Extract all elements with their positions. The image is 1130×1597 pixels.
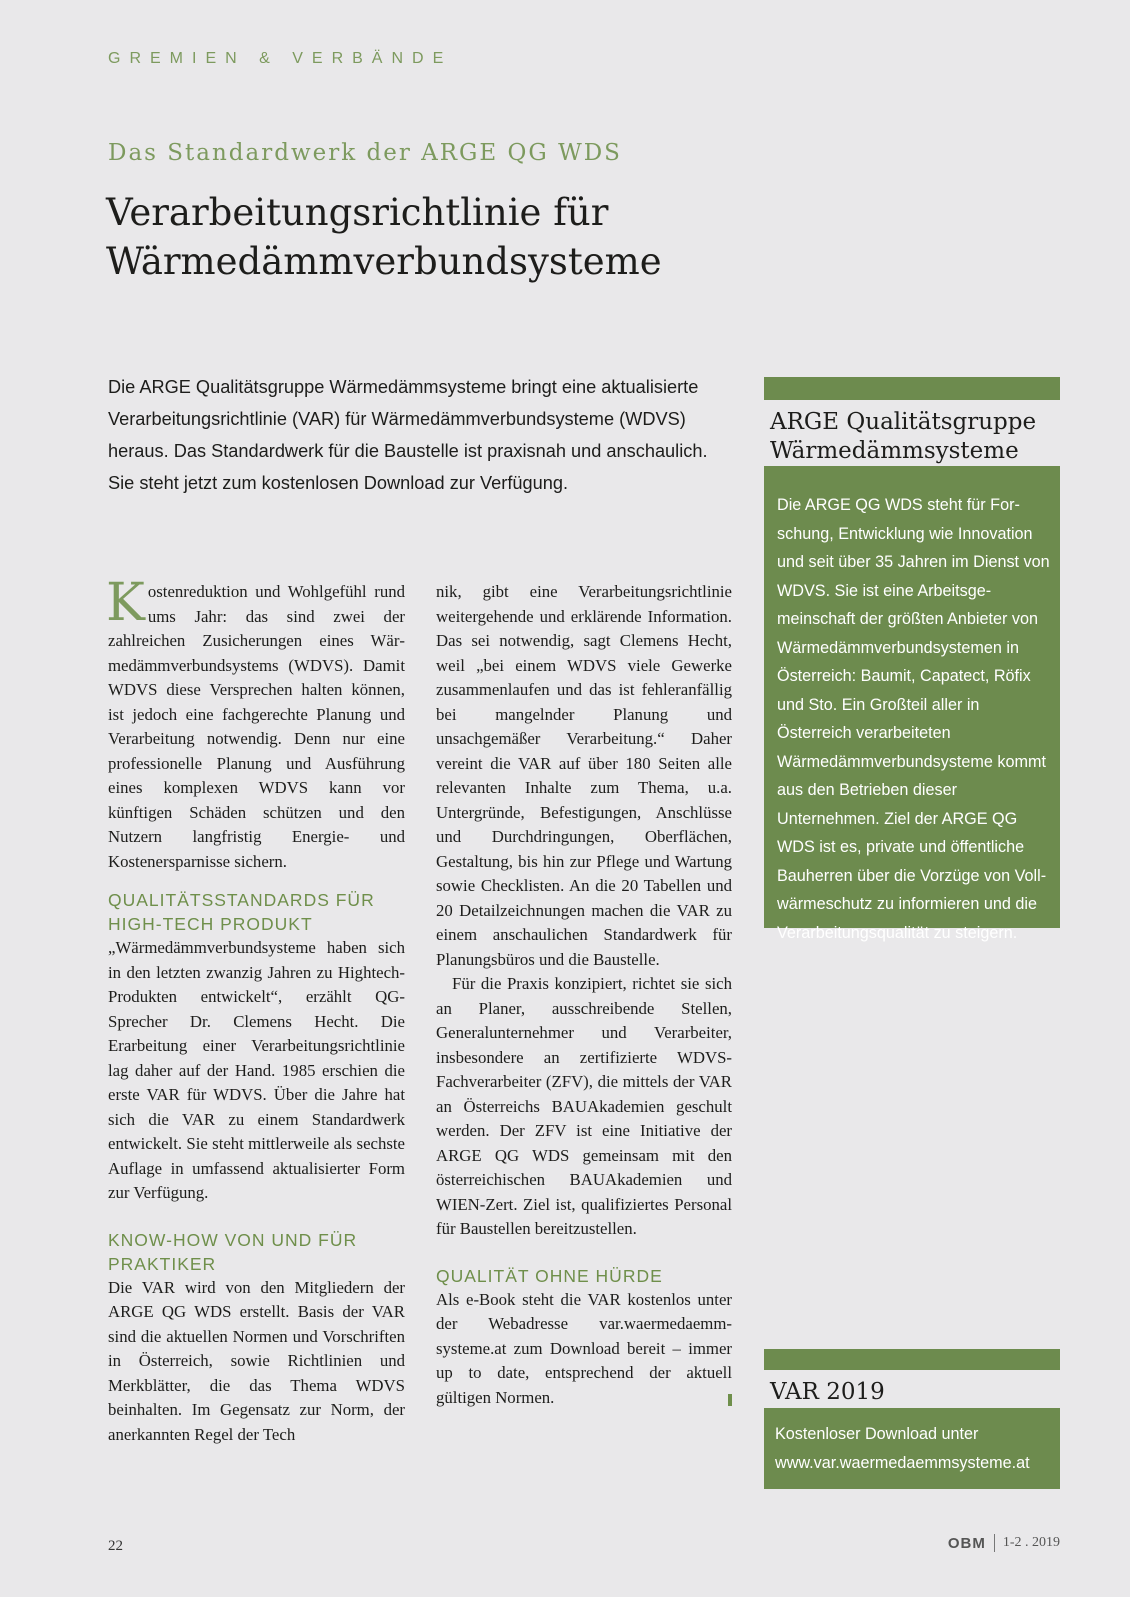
paragraph-1-text: ostenreduktion und Wohlgefühl rund ums Jahr: das sind zwei der zahlreichen Zusicherungen eines Wärmedämmverbundsystems (WDVS). Damit WDVS diese Versprechen halten können, ist jedoch eine fachgerechte Planung und Verarbeitung notwendig. Denn nur eine professionelle Planung und Ausführung eines komplexen WDVS kann vor künftigen Schäden schützen und den Nutzern langfristig Energie- und Kostenersparnisse sichern. bbox=[108, 582, 405, 871]
section-kicker: GREMIEN & VERBÄNDE bbox=[108, 50, 453, 67]
paragraph-5-text: Als e-Book steht die VAR kostenlos unter der Webadresse var.waermedaemmsysteme.at zum Download bereit – immer up to date, entsprechend der aktuell gültigen Normen. bbox=[436, 1289, 732, 1407]
body-paragraph-4: Für die Praxis konzipiert, richtet sie sich an Planer, ausschreibende Stellen, Generalunternehmer und Verarbeiter, insbesondere an zertifizierte WDVS-Fachverarbeiter (ZFV), die mittels der VAR an Österreichs BAUAkademien geschult werden. Der ZFV ist eine Initiative der ARGE QG WDS gemeinsam mit den österreichischen BAUAkademien und WIEN-Zert. Ziel ist, qualifiziertes Personal für Baustellen bereitzustellen. bbox=[436, 974, 732, 1238]
sidebar-1-title bbox=[770, 408, 1060, 466]
end-mark-icon bbox=[728, 1394, 732, 1406]
footer-issue-info bbox=[948, 1534, 1060, 1552]
body-paragraph-2: „Wärmedämmverbundsysteme haben sich in den letzten zwanzig Jahren zu Hightech-Produkten entwickelt“, erzählt QG-Sprecher Dr. Clemens Hecht. Die Erarbeitung einer Verarbeitungsrichtlinie lag daher auf der Hand. 1985 erschien die erste VAR für WDVS. Über die Jahre hat sich die VAR zu einem Standardwerk entwickelt. Sie steht mittlerweile als sechste Auflage in umfassend aktualisierter Form zur Verfügung. bbox=[108, 938, 405, 1202]
subheading-2: KNOW-HOW VON UND FÜR PRAKTIKER bbox=[108, 1229, 358, 1274]
body-column-1 bbox=[106, 573, 405, 1447]
lead-paragraph: Die ARGE Qualitätsgruppe Wärmedämmsysteme bringt eine aktualisierte Verarbeitungsrichtlinie (VAR) für Wärmedämmverbundsysteme (WDVS) heraus. Das Standardwerk für die Baustelle ist praxisnah und anschaulich. Sie steht jetzt zum kostenlosen Download zur Verfügung. bbox=[108, 377, 708, 493]
sidebar-2-body bbox=[764, 1408, 1060, 1489]
sidebar-2-title: VAR 2019 bbox=[770, 1379, 885, 1405]
sidebar-1-title-line-1: ARGE Qualitätsgruppe bbox=[770, 409, 1037, 435]
body-paragraph-5 bbox=[436, 1288, 732, 1411]
obm-logo: OBM bbox=[947, 1534, 986, 1552]
article-overline: Das Standardwerk der ARGE QG WDS bbox=[108, 140, 622, 166]
sidebar-2-topbar bbox=[764, 1349, 1060, 1370]
headline-line-2: Wärmedämmverbundsysteme bbox=[106, 240, 662, 283]
body-column-2 bbox=[436, 580, 732, 1410]
body-paragraph-3: Die VAR wird von den Mitgliedern der ARGE QG WDS erstellt. Basis der VAR sind die aktuellen Normen und Vorschriften in Österreich, sowie Richtlinien und Merkblätter, die das Thema WDVS beinhalten. Im Gegensatz zur Norm, der anerkannten Regel der Tech bbox=[108, 1277, 405, 1444]
headline-line-1: Verarbeitungsrichtlinie für bbox=[106, 191, 609, 234]
page-number: 22 bbox=[108, 1538, 123, 1554]
sidebar-1-topbar bbox=[764, 377, 1060, 400]
body-paragraph-1 bbox=[106, 573, 405, 874]
body-paragraph-3-continued: nik, gibt eine Verarbeitungsrichtlinie weitergehende und erklärende Information. Das sei notwendig, sagt Clemens Hecht, weil „bei einem WDVS viele Gewerke zusammenlaufen und das ist fehleranfällig bei mangelnder Planung und unsachgemäßer Verarbeitung.“ Daher vereint die VAR auf über 180 Seiten alle relevanten Inhalte zum Thema, u.a. Untergründe, Befestigungen, Anschlüsse und Durchdringungen, Oberflächen, Gestaltung, bis hin zur Pflege und Wartung sowie Checklisten. An die 20 Tabellen und 20 Detailzeichnungen machen die VAR zu einem anschaulichen Standardwerk für Planungsbüros und die Baustelle. bbox=[436, 582, 732, 969]
subheading-1: QUALITÄTSSTANDARDS FÜR HIGH-TECH PRODUKT bbox=[108, 890, 375, 934]
sidebar-1-title-line-2: Wärmedämmsysteme bbox=[770, 438, 1019, 464]
footer-divider bbox=[994, 1534, 995, 1552]
subheading-3: QUALITÄT OHNE HÜRDE bbox=[436, 1265, 663, 1286]
issue-label: 1-2 . 2019 bbox=[1002, 1535, 1060, 1550]
download-link[interactable]: www.var.waermedaemmsysteme.at bbox=[775, 1453, 1030, 1472]
sidebar-2-line-1: Kostenloser Download unter bbox=[775, 1425, 979, 1443]
sidebar-1-text: Die ARGE QG WDS steht für Forschung, Entwicklung wie Innovation und seit über 35 Jahren im Dienst von WDVS. Sie ist eine Arbeitsgemeinschaft der größten Anbieter von Wärmedämmverbundsystemen in Österreich: Baumit, Capatect, Röfix und Sto. Ein Großteil aller in Österreich verarbeiteten Wärmedämmverbundsysteme kommt aus den Betrieben dieser Unternehmen. Ziel der ARGE QG WDS ist es, private und öffentliche Bauherren über die Vorzüge von Vollwärmeschutz zu informieren und die Verarbeitungsqualität zu steigern. bbox=[764, 466, 1060, 928]
drop-cap: K bbox=[106, 573, 145, 633]
page-title bbox=[106, 188, 806, 286]
